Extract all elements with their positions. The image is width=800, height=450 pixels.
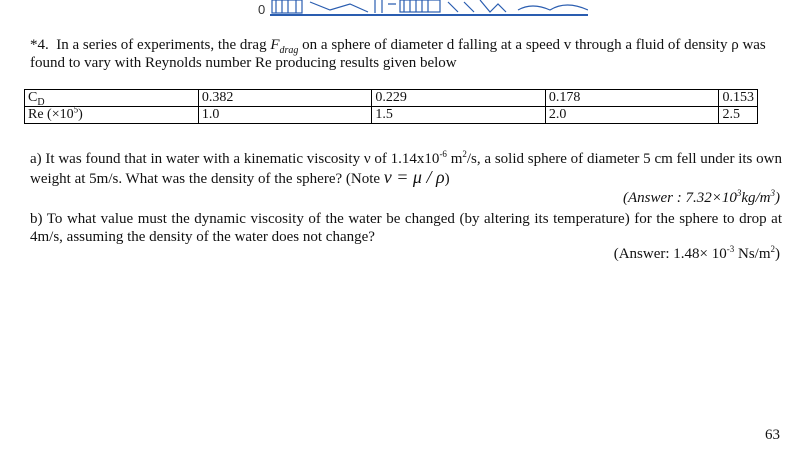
drag-symbol: $F_{drag}$: [270, 37, 299, 56]
top-image-fragment: [258, 0, 588, 16]
answer-b: (Answer: $1.48\times 10^{-3}$ $Ns/m^2$): [613, 244, 780, 262]
answer-a: (Answer : $7.32\times 10^3kg/m^3$): [622, 188, 780, 206]
table-cell: 2.0: [545, 107, 719, 124]
table-row: [25, 90, 758, 107]
table-cell: 1.0: [198, 107, 372, 124]
table-row: [25, 107, 758, 124]
question-a: a) It was found that in water with a kinematic viscosity ν of $1.14x10^{-6}$ $m^2/s$, a solid sphere of diameter 5 cm fell under its own weight at 5m/s. What was the density of the sphere? (Note ν = μ / ρ): [30, 149, 782, 187]
problem-text-after: on a sphere of diameter d falling at a speed v through a fluid of density ρ was found to vary with Reynolds number Re producing results given below: [30, 37, 766, 71]
table-cell: 0.153: [719, 90, 758, 107]
viscosity-formula: ν = μ / ρ: [383, 167, 445, 187]
page-number: 63: [765, 427, 780, 443]
table-cell: 0.382: [198, 90, 372, 107]
problem-statement: [30, 36, 785, 72]
table-cell: 0.178: [545, 90, 719, 107]
top-fragment-text: 0: [258, 2, 266, 16]
row-label-cd: $C_D$: [25, 90, 199, 107]
row-label-re: Re $(\times 10^5)$: [25, 107, 199, 124]
question-b: b) To what value must the dynamic viscosity of the water be changed (by altering its temperature) for the sphere to drop at 4m/s, assuming the density of the water does not change?: [30, 211, 782, 245]
table-cell: 1.5: [372, 107, 546, 124]
table-cell: 2.5: [719, 107, 758, 124]
table-cell: 0.229: [372, 90, 546, 107]
problem-number: *4.: [30, 37, 49, 53]
results-table: [24, 89, 758, 124]
cropped-illustration: [270, 0, 588, 16]
problem-text-before: In a series of experiments, the drag: [56, 37, 267, 53]
